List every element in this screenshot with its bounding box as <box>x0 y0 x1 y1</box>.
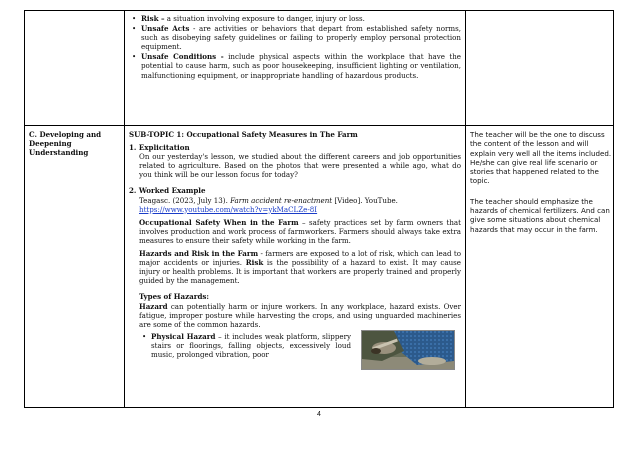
column-divider-2 <box>465 11 466 407</box>
row1-content <box>129 14 461 81</box>
definitions-list <box>129 14 461 80</box>
hazard-paragraph: Hazard can potentially harm or injure workers. In any workplace, hazard exists. Over fatigue, improper posture while harvesting the crops, and using unguarded machineries are some of the common hazards. <box>139 301 461 329</box>
lesson-table <box>24 10 614 408</box>
row-divider <box>25 125 613 126</box>
list-item: • Physical Hazard – it includes weak platform, slippery stairs or floorings, falling objects, excessively loud music, prolonged vibration, poor <box>142 331 351 359</box>
stage-label <box>29 130 121 157</box>
list-item: • Risk – a situation involving exposure to danger, injury or loss. <box>132 14 365 23</box>
explicitation-text: On our yesterday's lesson, we studied about the different careers and job opportunities related to agriculture. Based on the photos that were presented a while ago, what do you think will be our lesson focus for today? <box>139 152 461 180</box>
farm-accident-photo <box>361 330 455 370</box>
list-item: • Unsafe Conditions - include physical aspects within the workplace that have the potential to cause harm, such as poor housekeeping, insufficient lighting or ventilation, malfunctioning equipment, or inappropriate handling of hazardous products. <box>132 52 461 80</box>
citation: Teagasc. (2023, July 13). Farm accident re-enactment [Video]. YouTube. <box>139 195 398 205</box>
teacher-note: The teacher will be the one to discuss the content of the lesson and will explain very well all the items included. He/she can give real life scenario or stories that happened related to the topic. <box>470 130 612 186</box>
hazards-risk-paragraph: Hazards and Risk in the Farm - farmers are exposed to a lot of risk, which can lead to major accidents or injuries. Risk is the possibility of a hazard to exist. It may cause injury or health problems. It is important that workers are properly trained and properly guided by the management. <box>139 249 461 286</box>
page-number: 4 <box>317 411 321 418</box>
list-item: • Unsafe Acts - are activities or behaviors that depart from established safety norms, such as disobeying safety guidelines or failing to properly employ personal protection equipment. <box>132 24 462 52</box>
explicitation-heading: 1. Explicitation <box>129 143 190 153</box>
subtopic-content <box>129 130 461 408</box>
physical-hazard-block <box>129 332 461 359</box>
stage-title: C. Developing and Deepening Understanding <box>29 130 102 158</box>
occupational-safety-paragraph: Occupational Safety When in the Farm – safety practices set by farm owners that involves production and work process of farmworkers. Farmers should always take extra measures to ensure their safety while working in the farm. <box>139 217 461 245</box>
teacher-note: The teacher should emphasize the hazards of chemical fertilizers. And can give some situations about chemical hazards that may occur in the farm. <box>470 196 610 234</box>
worked-example-heading: 2. Worked Example <box>129 186 206 196</box>
teacher-notes <box>470 130 612 234</box>
video-link[interactable]: https://www.youtube.com/watch?v=ykMaCLZe-8I <box>139 204 318 214</box>
column-divider-1 <box>124 11 125 407</box>
types-of-hazards-heading: Types of Hazards: <box>139 292 210 302</box>
subtopic-title: SUB-TOPIC 1: Occupational Safety Measures in The Farm <box>129 130 358 139</box>
